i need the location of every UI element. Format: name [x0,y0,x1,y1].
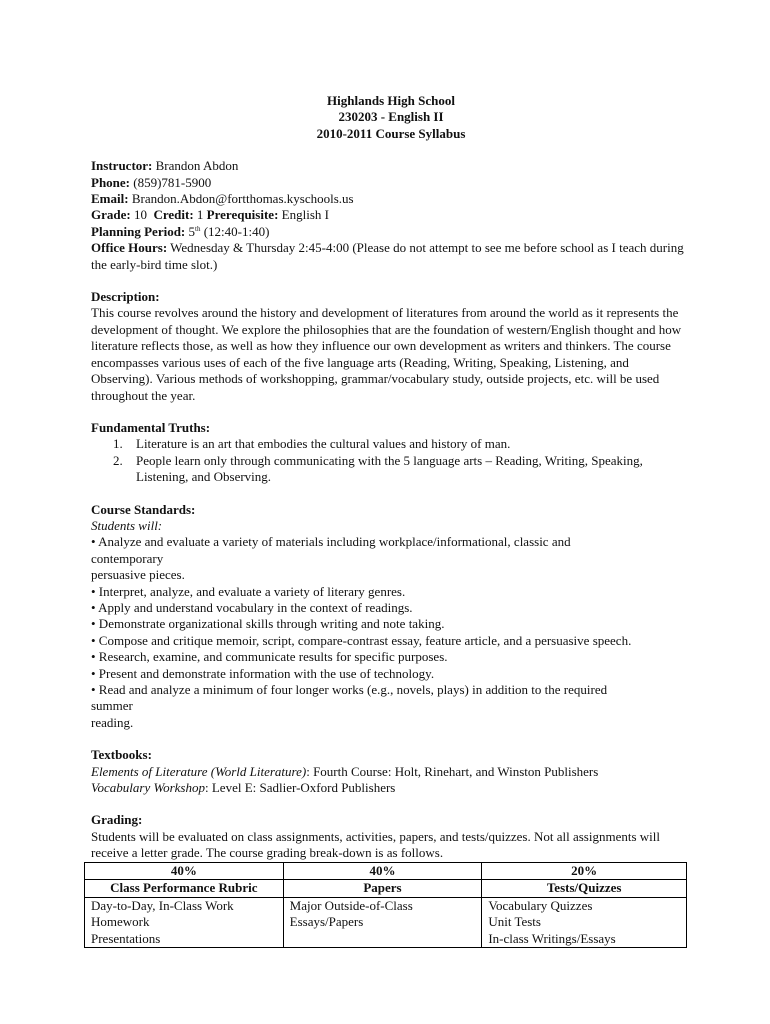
table-cell: Major Outside-of-Class Essays/Papers [283,897,482,947]
grading-table [84,862,687,948]
table-header-cell: 40% [85,863,284,880]
syllabus-title: 2010-2011 Course Syllabus [316,125,466,141]
truths-heading: Fundamental Truths: [91,419,211,435]
instructor-line: Instructor: Brandon Abdon [91,158,239,174]
email-line: Email: Brandon.Abdon@fortthomas.kyschools.us [91,191,354,207]
standards-line: persuasive pieces. [91,567,185,583]
standards-line: • Interpret, analyze, and evaluate a variety of literary genres. [91,583,406,599]
standards-heading: Course Standards: [91,501,196,517]
table-row [85,897,687,947]
textbook-1: Elements of Literature (World Literature): Fourth Course: Holt, Rinehart, and Winston Publishers [91,763,599,779]
planning-period-line: Planning Period: 5th (12:40-1:40) [91,223,270,239]
table-header-cell: 20% [482,863,687,880]
table-header-cell: Tests/Quizzes [482,880,687,897]
standards-line: • Read and analyze a minimum of four longer works (e.g., novels, plays) in addition to the required [91,682,608,697]
truths-list [91,436,691,485]
standards-line: reading. [91,714,134,730]
standards-line: • Compose and critique memoir, script, compare-contrast essay, feature article, and a persuasive speech. [91,632,632,648]
description-heading: Description: [91,289,160,305]
office-hours-line: Office Hours: Wednesday & Thursday 2:45-4:00 (Please do not attempt to see me before school as I teach during the early-bird time slot.) [91,240,684,272]
table-header-cell: Class Performance Rubric [85,880,284,897]
table-row [85,863,687,880]
table-header-cell: 40% [283,863,482,880]
grading-heading: Grading: [91,812,143,828]
textbook-2: Vocabulary Workshop: Level E: Sadlier-Oxford Publishers [91,780,396,796]
table-header-cell: Papers [283,880,482,897]
phone-line: Phone: (859)781-5900 [91,174,212,190]
school-name: Highlands High School [327,93,455,108]
standards-line: • Analyze and evaluate a variety of materials including workplace/informational, classic and [91,534,571,550]
table-row [85,880,687,897]
standards-line: contemporary [91,550,164,566]
grade-line: Grade: 10 Credit: 1 Prerequisite: English I [91,207,329,223]
table-cell: Vocabulary Quizzes Unit Tests In-class Writings/Essays [482,897,687,947]
syllabus-page [91,93,691,862]
textbooks-heading: Textbooks: [91,747,152,763]
list-item: 2. People learn only through communicating with the 5 language arts – Reading, Writing, Speaking, Listening, and Observing. [113,452,643,485]
standards-line: • Demonstrate organizational skills through writing and note taking. [91,616,445,632]
table-cell: Day-to-Day, In-Class Work Homework Presentations [85,897,284,947]
list-item: 1. Literature is an art that embodies the cultural values and history of man. [113,436,511,452]
description-text: This course revolves around the history and development of literatures from around the world as it represents the development of thought. We explore the philosophies that are the foundation of western/English thought and how literature reflects those, as well as how they influence our own development as writers and thinkers. The course encompasses various uses of each of the five language arts (Reading, Writing, Speaking, Listening, and Observing). Various methods of workshopping, grammar/vocabulary study, outside projects, etc. will be used throughout the year. [91,305,682,403]
standards-line: • Research, examine, and communicate results for specific purposes. [91,649,448,665]
standards-intro: Students will: [91,517,163,533]
grading-text: Students will be evaluated on class assignments, activities, papers, and tests/quizzes. Not all assignments will receive a letter grade. The course grading break-down is as follows. [91,828,661,861]
standards-line: • Apply and understand vocabulary in the context of readings. [91,599,413,615]
standards-line: summer [91,698,133,714]
standards-line: • Present and demonstrate information with the use of technology. [91,665,435,681]
course-number: 230203 - English II [338,109,444,125]
